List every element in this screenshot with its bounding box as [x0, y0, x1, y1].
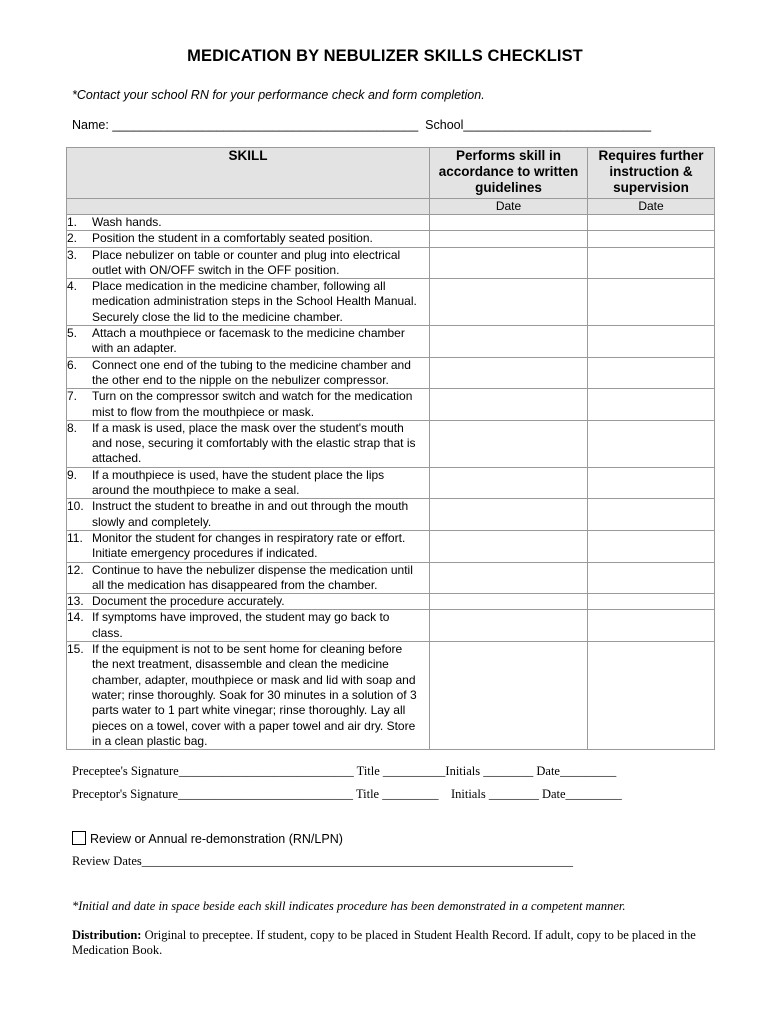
- requires-initial-cell[interactable]: [588, 279, 715, 326]
- requires-initial-cell[interactable]: [588, 231, 715, 247]
- skill-text: Attach a mouthpiece or facemask to the medicine chamber with an adapter.: [92, 326, 405, 356]
- performs-initial-cell[interactable]: [430, 499, 588, 531]
- skill-number: 10.: [67, 499, 84, 514]
- skill-text: Continue to have the nebulizer dispense the medication until all the medication has disappeared from the chamber.: [92, 562, 413, 592]
- requires-initial-cell[interactable]: [588, 467, 715, 499]
- skill-number: 6.: [67, 357, 78, 372]
- performs-initial-cell[interactable]: [430, 357, 588, 389]
- skill-cell: [67, 215, 430, 231]
- table-row: [67, 562, 715, 594]
- skill-number: 8.: [67, 420, 78, 435]
- skills-checklist-table: [66, 147, 715, 750]
- table-row: [67, 215, 715, 231]
- skill-number: 11.: [67, 530, 83, 545]
- requires-initial-cell[interactable]: [588, 499, 715, 531]
- review-dates-line[interactable]: Review Dates_____________________________________________________________________: [72, 854, 574, 868]
- skill-number: 2.: [67, 231, 78, 246]
- skill-text: Connect one end of the tubing to the medicine chamber and the other end to the nipple on the nebulizer compressor.: [92, 357, 411, 387]
- skill-cell: [67, 326, 430, 358]
- skill-cell: [67, 610, 430, 642]
- skill-number: 14.: [67, 610, 84, 625]
- skill-text: Document the procedure accurately.: [92, 594, 285, 609]
- table-row: [67, 467, 715, 499]
- school-field[interactable]: ___________________________: [463, 118, 652, 132]
- table-row: [67, 594, 715, 610]
- performs-initial-cell[interactable]: [430, 247, 588, 279]
- table-row: [67, 326, 715, 358]
- requires-initial-cell[interactable]: [588, 420, 715, 467]
- skill-cell: [67, 594, 430, 610]
- skill-cell: [67, 357, 430, 389]
- requires-initial-cell[interactable]: [588, 562, 715, 594]
- performs-initial-cell[interactable]: [430, 562, 588, 594]
- performs-initial-cell[interactable]: [430, 642, 588, 750]
- skill-number: 13.: [67, 594, 84, 609]
- skill-number: 1.: [67, 215, 78, 229]
- review-label: Review or Annual re-demonstration (RN/LPN): [90, 832, 343, 846]
- table-row: [67, 642, 715, 750]
- performs-initial-cell[interactable]: [430, 467, 588, 499]
- requires-column-header: Requires further instruction & supervision: [588, 148, 715, 199]
- school-label: School: [425, 118, 464, 132]
- skill-cell: [67, 467, 430, 499]
- distribution-note: [72, 928, 702, 958]
- skill-text: Wash hands.: [92, 215, 162, 229]
- table-row: [67, 389, 715, 421]
- requires-initial-cell[interactable]: [588, 247, 715, 279]
- table-row: [67, 247, 715, 279]
- skill-text: Place nebulizer on table or counter and plug into electrical outlet with ON/OFF switch in the OFF position.: [92, 247, 401, 277]
- skill-cell: [67, 389, 430, 421]
- requires-initial-cell[interactable]: [588, 642, 715, 750]
- performs-initial-cell[interactable]: [430, 530, 588, 562]
- skill-text: Place medication in the medicine chamber, following all medication administration steps in the School Health Manual. Securely close the lid to the medicine chamber.: [92, 279, 417, 324]
- name-label: Name:: [72, 118, 109, 132]
- skill-cell: [67, 420, 430, 467]
- skill-cell: [67, 499, 430, 531]
- contact-note: *Contact your school RN for your performance check and form completion.: [72, 88, 485, 102]
- skill-column-header: SKILL: [67, 148, 430, 199]
- performs-initial-cell[interactable]: [430, 215, 588, 231]
- table-row: [67, 231, 715, 247]
- skill-text: Instruct the student to breathe in and out through the mouth slowly and completely.: [92, 499, 409, 529]
- performs-initial-cell[interactable]: [430, 420, 588, 467]
- requires-initial-cell[interactable]: [588, 594, 715, 610]
- skill-text: If a mask is used, place the mask over the student's mouth and nose, securing it comfortably with the elastic strap that is attached.: [92, 420, 416, 466]
- performs-initial-cell[interactable]: [430, 610, 588, 642]
- table-row: [67, 610, 715, 642]
- requires-initial-cell[interactable]: [588, 530, 715, 562]
- distribution-label: Distribution:: [72, 928, 142, 942]
- requires-initial-cell[interactable]: [588, 326, 715, 358]
- distribution-text: Original to preceptee. If student, copy to be placed in Student Health Record. If adult, copy to be placed in the Medication Book.: [72, 928, 696, 957]
- skill-number: 9.: [67, 467, 78, 482]
- performs-initial-cell[interactable]: [430, 326, 588, 358]
- skill-text: If symptoms have improved, the student may go back to class.: [92, 610, 390, 640]
- requires-initial-cell[interactable]: [588, 215, 715, 231]
- skill-number: 12.: [67, 562, 84, 577]
- skill-cell: [67, 247, 430, 279]
- footnote: *Initial and date in space beside each skill indicates procedure has been demonstrated in a competent manner.: [72, 899, 626, 913]
- performs-column-header: Performs skill in accordance to written guidelines: [430, 148, 588, 199]
- table-row: [67, 530, 715, 562]
- requires-date-label: Date: [588, 199, 715, 215]
- performs-initial-cell[interactable]: [430, 389, 588, 421]
- skill-text: Position the student in a comfortably seated position.: [92, 231, 373, 246]
- preceptor-signature-line[interactable]: Preceptor's Signature____________________________ Title _________ Initials ________ Date_________: [72, 787, 622, 801]
- requires-initial-cell[interactable]: [588, 389, 715, 421]
- skill-text: If a mouthpiece is used, have the student place the lips around the mouthpiece to make a seal.: [92, 467, 385, 498]
- name-school-line: [72, 118, 651, 132]
- performs-initial-cell[interactable]: [430, 594, 588, 610]
- review-checkbox[interactable]: [72, 831, 86, 845]
- performs-initial-cell[interactable]: [430, 231, 588, 247]
- table-row: [67, 279, 715, 326]
- skill-cell: [67, 231, 430, 247]
- skill-cell: [67, 642, 430, 750]
- performs-date-label: Date: [430, 199, 588, 215]
- skill-text: Turn on the compressor switch and watch for the medication mist to flow from the mouthpiece or mask.: [92, 389, 413, 419]
- skill-number: 5.: [67, 326, 78, 341]
- table-row: [67, 499, 715, 531]
- skill-number: 4.: [67, 279, 78, 294]
- requires-initial-cell[interactable]: [588, 357, 715, 389]
- preceptee-signature-line[interactable]: Preceptee's Signature____________________________ Title __________Initials ________ Date_________: [72, 764, 617, 778]
- performs-initial-cell[interactable]: [430, 279, 588, 326]
- review-option[interactable]: [72, 831, 343, 846]
- table-row: [67, 420, 715, 467]
- skill-cell: [67, 562, 430, 594]
- skill-cell: [67, 530, 430, 562]
- skill-number: 7.: [67, 389, 78, 404]
- page-title: MEDICATION BY NEBULIZER SKILLS CHECKLIST: [187, 47, 583, 65]
- skill-number: 15.: [67, 642, 84, 657]
- date-row-blank: [67, 199, 430, 215]
- skill-cell: [67, 279, 430, 326]
- table-row: [67, 357, 715, 389]
- skill-text: Monitor the student for changes in respiratory rate or effort. Initiate emergency procedures if indicated.: [92, 530, 406, 561]
- skill-text: If the equipment is not to be sent home for cleaning before the next treatment, disassemble and clean the medicine chamber, adapter, mouthpiece or mask and lid with soap and water; rinse thoroughly. Soak for 30 minutes in a solution of 3 parts water to 1 part white vinegar; rinse thoroughly. Lay all pieces on a towel, cover with a paper towel and air dry. Store in a clean plastic bag.: [92, 642, 417, 748]
- requires-initial-cell[interactable]: [588, 610, 715, 642]
- skill-number: 3.: [67, 247, 78, 262]
- name-field[interactable]: ____________________________________________: [112, 118, 419, 132]
